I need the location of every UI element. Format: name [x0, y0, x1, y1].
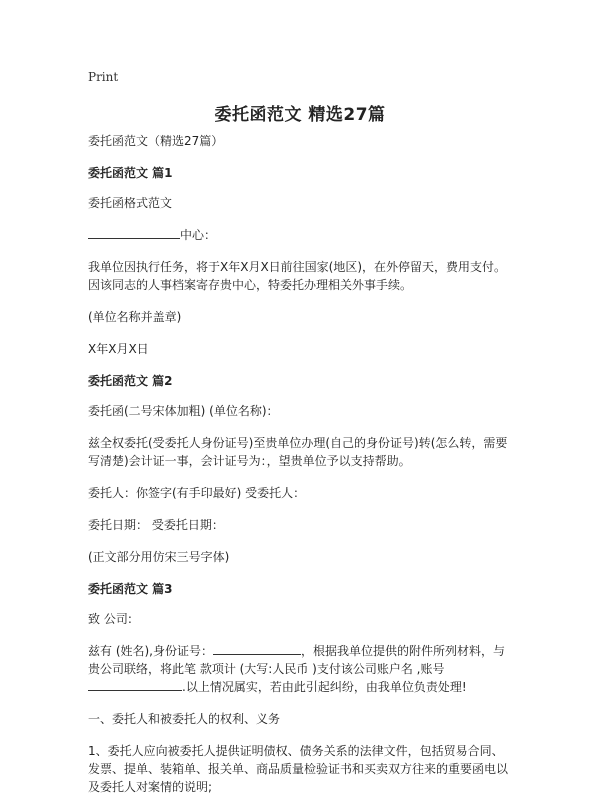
- s3-p1-a: 兹有 (姓名),身份证号：: [88, 644, 213, 658]
- blank-line: [213, 642, 301, 655]
- s3-list-title: 一、委托人和被委托人的权利、义务: [88, 712, 281, 726]
- s3-p1: [88, 642, 514, 696]
- s3-p1-b: ，根据我单位提供的附件所列材料，与贵公司联络，将此笔 款项计 (大写:人民币 )支付该公司账户名 ,账号: [88, 644, 506, 676]
- document-body: [88, 132, 514, 810]
- s1-format: 委托函格式范文: [88, 196, 173, 210]
- blank-line: [88, 678, 182, 691]
- section-heading-1: 委托函范文 篇1: [88, 166, 173, 180]
- s2-dates: 委托日期： 受委托日期：: [88, 518, 224, 532]
- s2-note: (正文部分用仿宋三号字体): [88, 550, 230, 564]
- s3-p1-c: .以上情况属实，若由此引起纠纷，由我单位负责处理!: [182, 680, 467, 694]
- subtitle: 委托函范文（精选27篇）: [88, 134, 224, 148]
- s1-seal: (单位名称并盖章): [88, 310, 182, 324]
- page-title: 委托函范文 精选27篇: [214, 105, 386, 125]
- s3-item1: 1、委托人应向被委托人提供证明债权、债务关系的法律文件，包括贸易合同、发票、提单、装箱单、报关单、商品质量检验证书和买卖双方往来的重要函电以及委托人对案情的说明;: [88, 744, 509, 794]
- s1-center-suffix: 中心：: [180, 228, 217, 242]
- s2-sign: 委托人：你签字(有手印最好) 受委托人：: [88, 486, 306, 500]
- s2-body: 兹全权委托(受委托人身份证号)至贵单位办理(自己的身份证号)转(怎么转，需要写清楚)会计证一事，会计证号为：，望贵单位予以支持帮助。: [88, 436, 508, 468]
- print-label[interactable]: Print: [88, 70, 119, 84]
- section-heading-3: 委托函范文 篇3: [88, 582, 173, 596]
- section-heading-2: 委托函范文 篇2: [88, 374, 173, 388]
- blank-line: [88, 226, 180, 239]
- s2-line1: 委托函(二号宋体加粗) (单位名称)：: [88, 404, 279, 418]
- s1-date: X年X月X日: [88, 342, 149, 356]
- s3-to: 致 公司:: [88, 612, 132, 626]
- s1-center-line: [88, 226, 514, 244]
- s1-body: 我单位因执行任务，将于X年X月X日前往国家(地区)，在外停留天，费用支付。因该同志的人事档案寄存贵中心，特委托办理相关外事手续。: [88, 260, 507, 292]
